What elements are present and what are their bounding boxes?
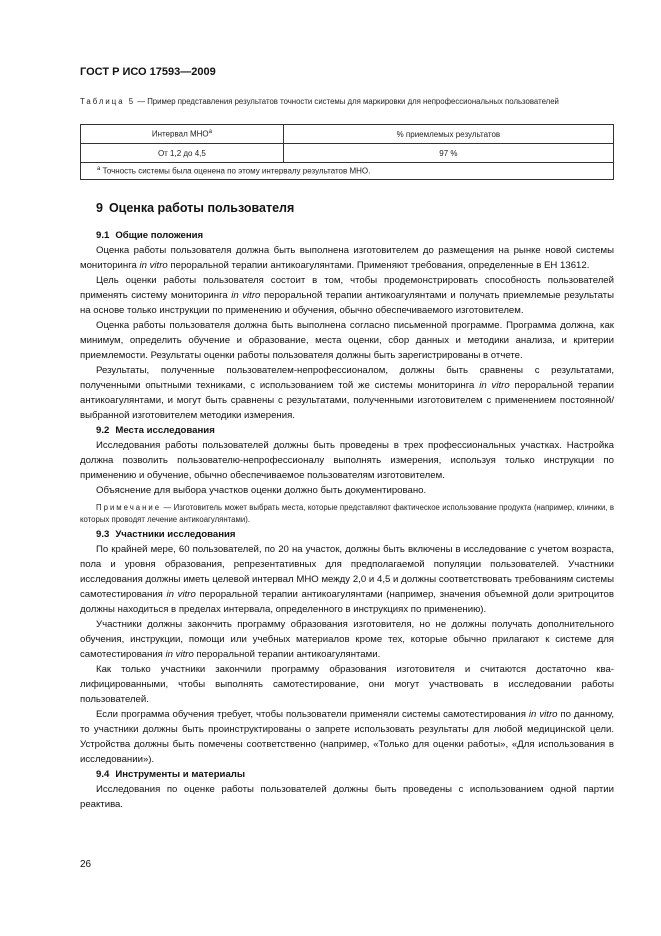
- table-caption-label: Таблица 5: [80, 97, 136, 106]
- section-heading: 9 Оценка работы пользователя: [96, 201, 295, 215]
- paragraph: Результаты, полученные пользователем-непрофессионалом, должны быть сравнены с результатами, полученными опытными техниками, с использованием той же системы мониторинга in vitro пероральной терапии антикоагулянтами, и могут быть сравнены с результатами, полученными изготовителем с применением постоянной/выбранной изготовителем методики измерения.: [80, 365, 615, 421]
- table-header-row: [81, 125, 614, 144]
- paragraph: Оценка работы пользователя должна быть выполнена изготовителем до размещения на рынке новой системы мониторинга in vitro пероральной терапии антикоагулянтами. Применяют требования, определенные в ЕН 13612.: [80, 245, 614, 271]
- table-footnote: $^а$ Точность системы была оценена по этому интервалу результатов МНО.: [81, 163, 614, 180]
- paragraph: Цель оценки работы пользователя состоит в том, чтобы продемонстрировать способность пользователей применять систему мониторинга in vitro пероральной терапии антикоагулянтами и получать приемлемые результаты на основе только инструкции по применению и обучения, обычно обеспечиваемого изготовителем.: [80, 275, 614, 316]
- table-header-cell: Интервал МНО$^a$: [81, 125, 284, 144]
- paragraph: Оценка работы пользователя должна быть выполнена согласно письменной программе. Программа должна, как минимум, определить обучение и образование, места оценки, сбор данных и методики анализа, и критерии приемлемости. Результаты оценки работы пользователя должны быть зарегистрированы в отчете.: [80, 320, 614, 361]
- paragraph: Исследования по оценке работы пользователей должны быть проведены с использованием одной партии реактива.: [80, 784, 614, 810]
- table-footnote-row: [81, 163, 614, 180]
- paragraph: Как только участники закончили программу образования изготовителя и считаются достаточно квалифицированными, чтобы выполнять самотестирование, они могут участвовать в исследовании работы пользователей.: [80, 664, 614, 705]
- paragraph: Участники должны закончить программу образования изготовителя, но не должны получать дополнительного обучения, инструкции, помощи или учебных материалов кроме тех, которые обычно прилагают к системе для самотестирования in vitro пероральной терапии антикоагулянтами.: [80, 619, 614, 660]
- table-caption: [80, 96, 598, 107]
- document-body: [80, 200, 614, 812]
- page-number: 26: [80, 859, 92, 870]
- table-cell: От 1,2 до 4,5: [81, 144, 284, 163]
- table-cell: 97 %: [283, 144, 613, 163]
- table-header-cell: % приемлемых результатов: [283, 125, 613, 144]
- paragraph: Исследования работы пользователей должны быть проведены в трех профессиональных участках. Настройка должна позволить пользователю-непрофессионалу выполнять измерения, используя только инструкции по применению и обучение, обычно обеспечиваемое пользователям изготовителем.: [80, 440, 614, 481]
- subsection-heading: 9.1 Общие положения: [96, 230, 204, 241]
- paragraph: Объяснение для выбора участков оценки должно быть документировано.: [96, 485, 427, 496]
- subsection-heading: 9.2 Места исследования: [96, 425, 215, 436]
- results-table: [80, 124, 614, 180]
- table-caption-text: — Пример представления результатов точности системы для маркировки для непрофессиональных пользователей: [135, 97, 559, 106]
- paragraph: Если программа обучения требует, чтобы пользователи применяли системы самотестирования in vitro по данному, то участники должны быть проинструктированы о запрете использовать результаты для любой медицинской цели. Устройства должны быть помечены соответственно (например, «Только для оценки работы», «Для использования в исследовании»).: [80, 709, 615, 765]
- note: Примечание — Изготовитель может выбрать места, которые представляют фактическое использование продукта (например, клиники, в которых проводят лечение антикоагулянтами).: [80, 503, 614, 524]
- subsection-heading: 9.4 Инструменты и материалы: [96, 769, 246, 780]
- paragraph: По крайней мере, 60 пользователей, по 20 на участок, должны быть включены в исследование с учетом возраста, пола и уровня образования, репрезентативных для предполагаемой популяции пользователей. Участники исследования должны иметь целевой интервал МНО между 2,0 и 4,5 и должны соответствовать требованиям системы самотестирования in vitro пероральной терапии антикоагулянтами (например, значения объемной доли эритроцитов должны находиться в пределах интервала, определенного в инструкциях по применению).: [80, 544, 614, 615]
- document-header: ГОСТ Р ИСО 17593—2009: [80, 66, 216, 78]
- table-row: [81, 144, 614, 163]
- subsection-heading: 9.3 Участники исследования: [96, 529, 236, 540]
